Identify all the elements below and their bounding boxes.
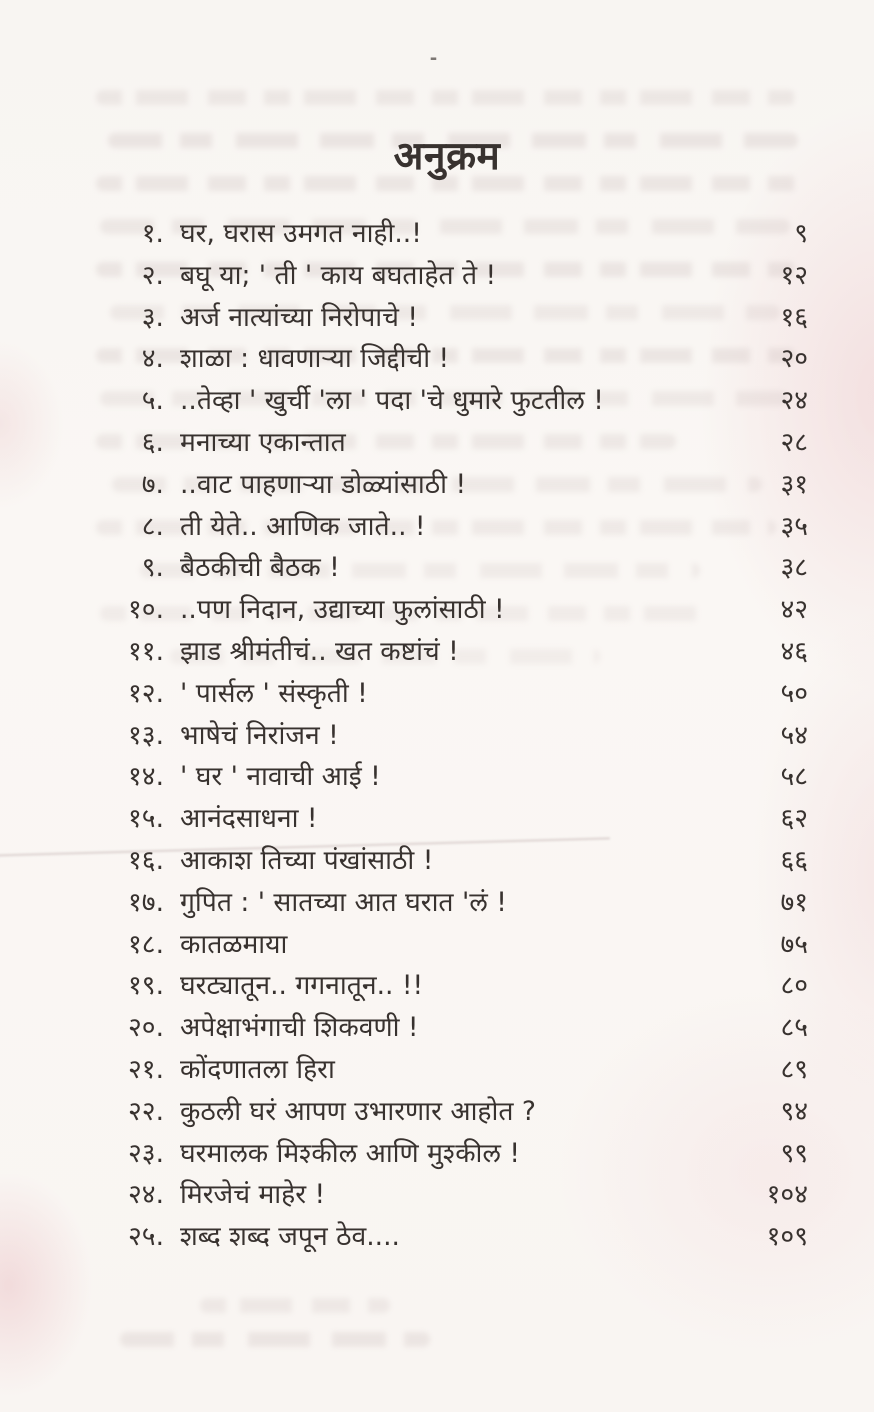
toc-entry: [112, 673, 808, 715]
toc-list: [112, 213, 808, 1258]
entry-title: अर्ज नात्यांच्या निरोपाचे !: [180, 301, 419, 333]
toc-entry: [112, 464, 808, 506]
toc-entry: [112, 965, 808, 1007]
entry-page-number: ४२: [780, 594, 808, 626]
entry-title: ..पण निदान, उद्याच्या फुलांसाठी !: [180, 594, 505, 626]
entry-page-number: १२: [780, 259, 808, 291]
entry-title: ती येते.. आणिक जाते.. !: [180, 510, 426, 542]
toc-entry: [112, 798, 808, 840]
entry-title: मनाच्या एकान्तात: [180, 426, 346, 458]
entry-page-number: २४: [780, 385, 808, 417]
entry-number: १५.: [128, 803, 164, 835]
entry-page-number: १६: [780, 301, 808, 333]
entry-title: बैठकीची बैठक !: [180, 552, 340, 584]
entry-number: १.: [141, 218, 164, 249]
entry-page-number: ६६: [780, 844, 808, 876]
entry-number: १४.: [128, 761, 164, 793]
entry-title: भाषेचं निरांजन !: [180, 719, 339, 751]
entry-page-number: २०: [780, 343, 808, 375]
entry-title: घर, घरास उमगत नाही..!: [180, 218, 422, 249]
entry-number: २१.: [128, 1053, 164, 1085]
bleed-through-line: [200, 1298, 390, 1313]
entry-title: ' घर ' नावाची आई !: [180, 761, 381, 793]
entry-number: १७.: [128, 886, 164, 918]
entry-page-number: १०९: [766, 1221, 808, 1253]
entry-number: ४.: [141, 343, 164, 375]
entry-number: ११.: [128, 635, 164, 667]
toc-entry: [112, 1133, 808, 1175]
entry-title: घरमालक मिश्कील आणि मुश्कील !: [180, 1137, 520, 1169]
entry-page-number: ९४: [780, 1095, 808, 1127]
bleed-through-line: [96, 90, 796, 105]
entry-page-number: २८: [780, 426, 808, 458]
page-title: अनुक्रम: [393, 134, 501, 179]
entry-page-number: ९९: [780, 1137, 808, 1169]
entry-number: ७.: [141, 468, 164, 500]
toc-entry: [112, 255, 808, 297]
entry-page-number: ८९: [780, 1053, 808, 1085]
entry-number: १८.: [128, 928, 164, 960]
entry-title: कातळमाया: [180, 928, 288, 960]
toc-entry: [112, 1216, 808, 1258]
entry-number: ९.: [141, 552, 164, 584]
toc-entry: [112, 1049, 808, 1091]
entry-number: १९.: [128, 970, 164, 1002]
entry-title: गुपित : ' सातच्या आत घरात 'लं !: [180, 886, 507, 918]
toc-entry: [112, 422, 808, 464]
entry-title: कुठली घरं आपण उभारणार आहोत ?: [180, 1095, 536, 1127]
entry-number: १०.: [128, 594, 164, 626]
entry-page-number: ५०: [780, 677, 808, 709]
entry-title: ' पार्सल ' संस्कृती !: [180, 677, 368, 709]
toc-entry: [112, 1174, 808, 1216]
toc-entry: [112, 547, 808, 589]
entry-title: आनंदसाधना !: [180, 803, 318, 835]
entry-title: आकाश तिच्या पंखांसाठी !: [180, 844, 434, 876]
entry-page-number: ५८: [780, 761, 808, 793]
toc-entry: [112, 756, 808, 798]
toc-entry: [112, 589, 808, 631]
entry-number: ३.: [141, 301, 164, 333]
entry-page-number: १०४: [766, 1179, 808, 1211]
entry-number: ८.: [141, 510, 164, 542]
toc-entry: [112, 631, 808, 673]
bleed-through-line: [120, 1332, 430, 1347]
entry-page-number: ३५: [780, 510, 808, 542]
entry-title: घरट्यातून.. गगनातून.. !!: [180, 970, 424, 1002]
toc-entry: [112, 506, 808, 548]
entry-number: २.: [141, 259, 164, 291]
entry-page-number: ८०: [780, 970, 808, 1002]
entry-page-number: ४६: [780, 635, 808, 667]
entry-page-number: ६२: [780, 803, 808, 835]
toc-entry: [112, 338, 808, 380]
toc-entry: [112, 882, 808, 924]
entry-title: ..वाट पाहणाऱ्या डोळ्यांसाठी !: [180, 468, 467, 500]
entry-page-number: ५४: [780, 719, 808, 751]
entry-title: कोंदणातला हिरा: [180, 1053, 335, 1085]
toc-entry: [112, 213, 808, 255]
entry-number: ५.: [141, 385, 164, 417]
toc-entry: [112, 924, 808, 966]
entry-number: २३.: [128, 1137, 164, 1169]
entry-title: बघू या; ' ती ' काय बघताहेत ते !: [180, 259, 497, 291]
entry-number: १६.: [128, 844, 164, 876]
entry-page-number: ९: [794, 218, 808, 249]
entry-number: १३.: [128, 719, 164, 751]
entry-number: १२.: [128, 677, 164, 709]
entry-title: शाळा : धावणाऱ्या जिद्दीची !: [180, 343, 450, 375]
toc-entry: [112, 1091, 808, 1133]
entry-number: २५.: [128, 1221, 164, 1253]
toc-entry: [112, 1007, 808, 1049]
entry-number: २४.: [128, 1179, 164, 1211]
entry-number: २०.: [128, 1012, 164, 1044]
entry-title: झाड श्रीमंतीचं.. खत कष्टांचं !: [180, 635, 459, 667]
page-top-mark: -: [429, 48, 439, 69]
entry-page-number: ८५: [780, 1012, 808, 1044]
toc-entry: [112, 840, 808, 882]
entry-number: ६.: [141, 426, 164, 458]
entry-page-number: ७१: [780, 886, 808, 918]
entry-number: २२.: [128, 1095, 164, 1127]
toc-entry: [112, 297, 808, 339]
entry-title: मिरजेचं माहेर !: [180, 1179, 326, 1211]
entry-page-number: ३१: [780, 468, 808, 500]
entry-page-number: ७५: [780, 928, 808, 960]
entry-title: ..तेव्हा ' खुर्ची 'ला ' पदा 'चे धुमारे फुटतील !: [180, 385, 604, 417]
entry-title: शब्द शब्द जपून ठेव....: [180, 1221, 400, 1253]
toc-entry: [112, 380, 808, 422]
entry-title: अपेक्षाभंगाची शिकवणी !: [180, 1012, 419, 1044]
entry-page-number: ३८: [780, 552, 808, 584]
toc-entry: [112, 715, 808, 757]
